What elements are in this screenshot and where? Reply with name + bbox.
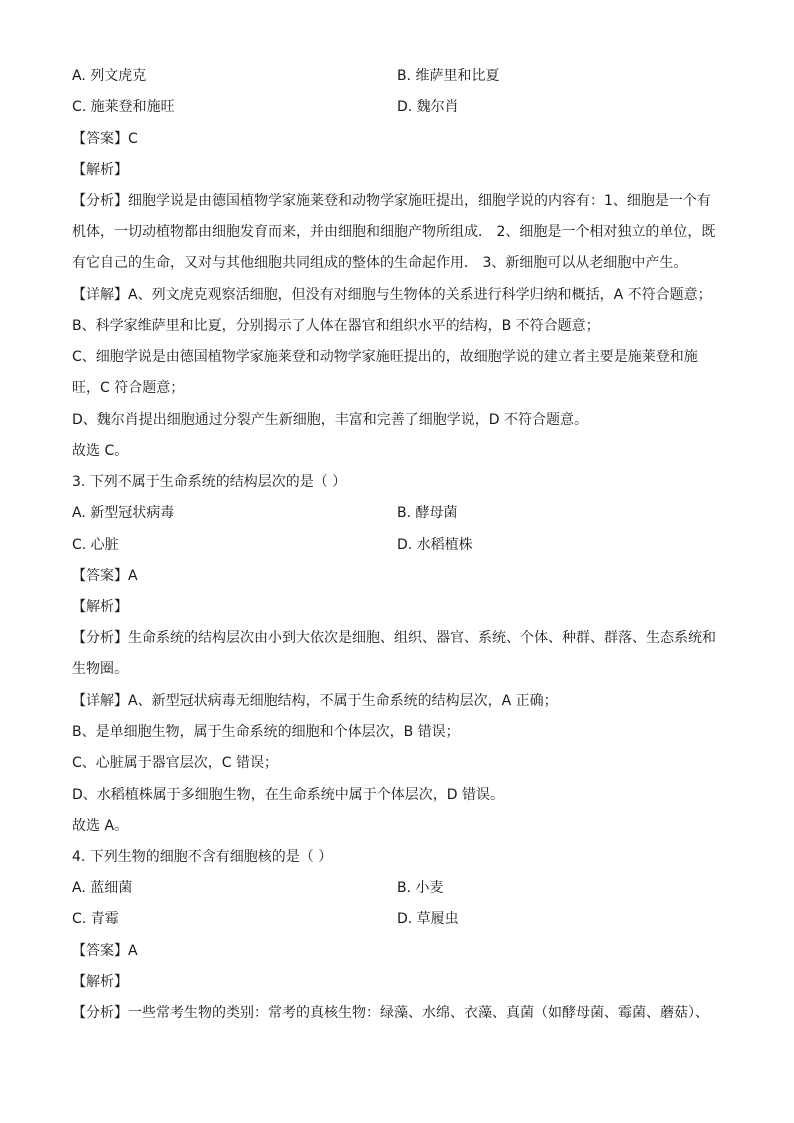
q3-detail-line: D、水稻植株属于多细胞生物，在生命系统中属于个体层次，D 错误。 [72,787,505,803]
q3-analysis-label: 【解析】 [72,599,128,615]
q2-analysis-line: 有它自己的生命，又对与其他细胞共同组成的整体的生命起作用． 3、新细胞可以从老细胞中产生。 [72,255,688,271]
q3-option-c: C. 心脏 [72,537,119,553]
q2-analysis-line: 【分析】细胞学说是由德国植物学家施莱登和动物学家施旺提出，细胞学说的内容有：1、细胞是一个有 [72,193,711,209]
q4-option-c: C. 青霉 [72,911,119,927]
q2-option-a: A. 列文虎克 [72,68,147,84]
q2-option-c: C. 施莱登和施旺 [72,99,175,115]
q3-analysis-line: 【分析】生命系统的结构层次由小到大依次是细胞、组织、器官、系统、个体、种群、群落、生态系统和 [72,630,716,646]
q4-option-a: A. 蓝细菌 [72,880,133,896]
q3-option-b: B. 酵母菌 [397,505,458,521]
q2-detail-line: 旺，C 符合题意； [72,380,185,396]
q4-question: 4. 下列生物的细胞不含有细胞核的是（ ） [72,849,333,865]
q4-answer: 【答案】A [72,943,138,959]
q3-conclusion: 故选 A。 [72,818,129,834]
q4-option-b: B. 小麦 [397,880,444,896]
q3-analysis-line: 生物圈。 [72,661,128,677]
q4-option-d: D. 草履虫 [397,911,459,927]
q3-detail-line: 【详解】A、新型冠状病毒无细胞结构，不属于生命系统的结构层次，A 正确； [72,693,558,709]
q2-detail-line: B、科学家维萨里和比夏，分别揭示了人体在器官和组织水平的结构，B 不符合题意； [72,318,600,334]
q3-answer: 【答案】A [72,568,138,584]
q2-detail-line: 【详解】A、列文虎克观察活细胞，但没有对细胞与生物体的关系进行科学归纳和概括，A 不符合题意； [72,287,712,303]
q4-analysis-line: 【分析】一些常考生物的类别：常考的真核生物：绿藻、水绵、衣藻、真菌（如酵母菌、霉菌、蘑菇）、 [72,1005,709,1021]
q2-analysis-label: 【解析】 [72,162,128,178]
q3-detail-line: C、心脏属于器官层次，C 错误； [72,755,279,771]
q2-conclusion: 故选 C。 [72,443,129,459]
q3-option-d: D. 水稻植株 [397,537,473,553]
q2-detail-line: D、魏尔肖提出细胞通过分裂产生新细胞，丰富和完善了细胞学说，D 不符合题意。 [72,412,589,428]
q3-option-a: A. 新型冠状病毒 [72,505,175,521]
q3-question: 3. 下列不属于生命系统的结构层次的是（ ） [72,474,347,490]
q2-option-b: B. 维萨里和比夏 [397,68,500,84]
q2-answer: 【答案】C [72,131,138,147]
q4-analysis-label: 【解析】 [72,974,128,990]
q3-detail-line: B、是单细胞生物，属于生命系统的细胞和个体层次，B 错误； [72,724,460,740]
q2-option-d: D. 魏尔肖 [397,99,459,115]
q2-detail-line: C、细胞学说是由德国植物学家施莱登和动物学家施旺提出的，故细胞学说的建立者主要是施莱登和施 [72,349,698,365]
q2-analysis-line: 机体，一切动植物都由细胞发育而来，并由细胞和细胞产物所组成． 2、细胞是一个相对独立的单位，既 [72,224,716,240]
